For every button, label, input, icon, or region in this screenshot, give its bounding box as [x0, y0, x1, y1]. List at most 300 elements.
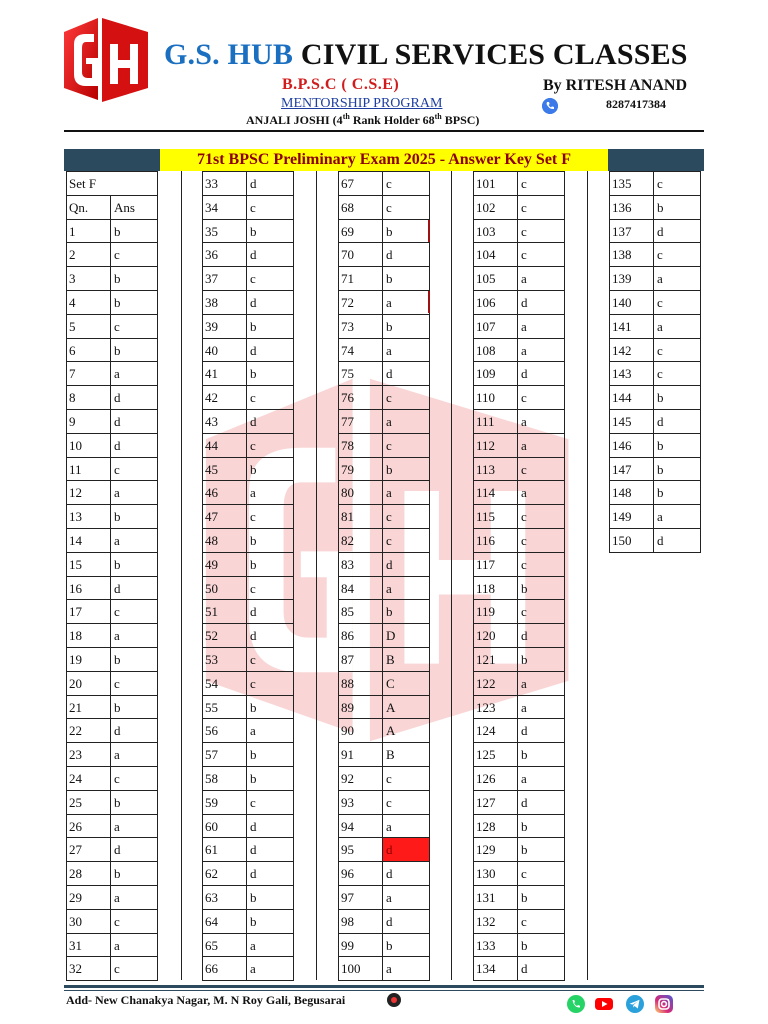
- answer-value: d: [518, 791, 565, 814]
- question-number: 29: [67, 886, 111, 909]
- table-row: [473, 480, 565, 504]
- answer-value: c: [518, 505, 565, 528]
- table-row: [473, 314, 565, 338]
- question-number: 74: [339, 339, 383, 362]
- exam-line: B.P.S.C ( C.S.E): [282, 76, 400, 93]
- answer-value: b: [654, 434, 701, 457]
- question-number: 63: [203, 886, 247, 909]
- answer-value: c: [518, 386, 565, 409]
- question-number: 30: [67, 910, 111, 933]
- question-number: 108: [474, 339, 518, 362]
- question-number: 46: [203, 481, 247, 504]
- answer-value: d: [247, 172, 294, 195]
- question-number: 103: [474, 220, 518, 243]
- answer-value: Ans: [111, 196, 158, 219]
- question-number: 107: [474, 315, 518, 338]
- question-number: 148: [610, 481, 654, 504]
- column-separator: [181, 171, 182, 980]
- answer-value: b: [247, 529, 294, 552]
- question-number: 32: [67, 957, 111, 980]
- question-number: 58: [203, 767, 247, 790]
- question-number: 78: [339, 434, 383, 457]
- answer-value: b: [247, 553, 294, 576]
- gs-hub-logo: [58, 14, 153, 106]
- table-row: [202, 671, 294, 695]
- question-number: 16: [67, 577, 111, 600]
- question-number: 142: [610, 339, 654, 362]
- table-row: [473, 766, 565, 790]
- answer-value: b: [111, 791, 158, 814]
- answer-value: b: [247, 886, 294, 909]
- question-number: 82: [339, 529, 383, 552]
- table-row: [473, 338, 565, 362]
- column-bottom-border: [338, 980, 430, 981]
- table-row: [473, 956, 565, 980]
- table-row: [202, 219, 294, 243]
- question-number: 90: [339, 719, 383, 742]
- question-number: 122: [474, 672, 518, 695]
- table-row: [338, 409, 430, 433]
- question-number: 3: [67, 267, 111, 290]
- table-row: [338, 766, 430, 790]
- answer-value: c: [247, 672, 294, 695]
- question-number: 9: [67, 410, 111, 433]
- answer-value: b: [247, 696, 294, 719]
- table-row: [66, 599, 158, 623]
- phone-icon: [542, 98, 558, 114]
- phone-number: 8287417384: [606, 97, 666, 111]
- answer-value: c: [247, 505, 294, 528]
- answer-value: d: [247, 838, 294, 861]
- question-number: 133: [474, 934, 518, 957]
- question-number: 33: [203, 172, 247, 195]
- answer-value: b: [383, 267, 430, 290]
- question-number: 57: [203, 743, 247, 766]
- answer-value: d: [518, 291, 565, 314]
- table-row: [473, 361, 565, 385]
- answer-value: a: [518, 767, 565, 790]
- question-number: 11: [67, 458, 111, 481]
- question-number: 91: [339, 743, 383, 766]
- table-row: [338, 861, 430, 885]
- column-bottom-border: [202, 980, 294, 981]
- question-number: 124: [474, 719, 518, 742]
- set-label-row: [66, 171, 158, 195]
- table-row: [66, 909, 158, 933]
- question-number: 132: [474, 910, 518, 933]
- answer-value: c: [518, 910, 565, 933]
- table-row: [338, 718, 430, 742]
- table-row: [202, 242, 294, 266]
- answer-value: b: [518, 815, 565, 838]
- table-row: [338, 171, 430, 195]
- table-row: [609, 266, 701, 290]
- question-number: 31: [67, 934, 111, 957]
- answer-value: c: [247, 648, 294, 671]
- table-row: [202, 695, 294, 719]
- answer-value: a: [247, 957, 294, 980]
- table-row: [66, 504, 158, 528]
- question-number: 116: [474, 529, 518, 552]
- question-number: 14: [67, 529, 111, 552]
- answer-value: a: [518, 267, 565, 290]
- answer-value: b: [111, 267, 158, 290]
- question-number: 34: [203, 196, 247, 219]
- answer-value: d: [111, 386, 158, 409]
- brand-rest: CIVIL SERVICES CLASSES: [300, 38, 688, 71]
- table-row: [66, 409, 158, 433]
- question-number: 26: [67, 815, 111, 838]
- table-row: [202, 385, 294, 409]
- answer-value: B: [383, 648, 430, 671]
- mentor-credit: ANJALI JOSHI (4th Rank Holder 68th BPSC): [246, 112, 480, 127]
- answer-value: b: [111, 553, 158, 576]
- answer-value: a: [518, 315, 565, 338]
- answer-value: c: [383, 529, 430, 552]
- table-row: [202, 338, 294, 362]
- table-row: [66, 528, 158, 552]
- question-number: 114: [474, 481, 518, 504]
- answer-value: a: [247, 934, 294, 957]
- answer-value: b: [111, 862, 158, 885]
- footer-divider: [64, 985, 704, 988]
- answer-value: a: [518, 339, 565, 362]
- whatsapp-icon[interactable]: [566, 994, 586, 1014]
- table-row: [202, 433, 294, 457]
- table-row: [473, 718, 565, 742]
- answer-value: a: [654, 315, 701, 338]
- question-number: 147: [610, 458, 654, 481]
- table-row: [609, 290, 701, 314]
- answer-value: a: [383, 481, 430, 504]
- question-number: 52: [203, 624, 247, 647]
- answer-value: b: [247, 910, 294, 933]
- table-row: [338, 528, 430, 552]
- table-row: [338, 814, 430, 838]
- table-row: [609, 242, 701, 266]
- table-row: [66, 718, 158, 742]
- question-number: 65: [203, 934, 247, 957]
- answer-value: c: [383, 434, 430, 457]
- red-marker: [428, 291, 430, 313]
- answer-key-title: 71st BPSC Preliminary Exam 2025 - Answer Key Set F: [160, 149, 608, 171]
- question-number: 84: [339, 577, 383, 600]
- answer-value: b: [383, 458, 430, 481]
- question-number: 60: [203, 815, 247, 838]
- youtube-icon[interactable]: [594, 994, 614, 1014]
- set-label: Set F: [67, 172, 158, 195]
- answer-value: a: [111, 815, 158, 838]
- header-row: [66, 195, 158, 219]
- answer-value: a: [111, 934, 158, 957]
- table-row: [202, 837, 294, 861]
- answer-value: c: [247, 267, 294, 290]
- question-number: 49: [203, 553, 247, 576]
- table-row: [338, 885, 430, 909]
- question-number: 66: [203, 957, 247, 980]
- answer-value: c: [111, 458, 158, 481]
- author-name: By RITESH ANAND: [543, 77, 688, 94]
- answer-value: c: [518, 243, 565, 266]
- red-marker: [428, 220, 430, 242]
- answer-value: a: [518, 672, 565, 695]
- answer-value: a: [654, 267, 701, 290]
- question-number: 110: [474, 386, 518, 409]
- question-number: 69: [339, 220, 383, 243]
- question-number: 18: [67, 624, 111, 647]
- question-number: 79: [339, 458, 383, 481]
- table-row: [473, 909, 565, 933]
- table-row: [202, 742, 294, 766]
- question-number: 135: [610, 172, 654, 195]
- question-number: 121: [474, 648, 518, 671]
- table-row: [609, 433, 701, 457]
- table-row: [66, 314, 158, 338]
- table-row: [338, 909, 430, 933]
- table-row: [338, 790, 430, 814]
- table-row: [473, 552, 565, 576]
- table-row: [338, 837, 430, 861]
- question-number: 94: [339, 815, 383, 838]
- question-number: 93: [339, 791, 383, 814]
- answer-value: b: [111, 648, 158, 671]
- table-row: [473, 623, 565, 647]
- table-row: [202, 171, 294, 195]
- answer-value: c: [518, 220, 565, 243]
- table-row: [202, 361, 294, 385]
- answer-value: d: [111, 434, 158, 457]
- question-number: 24: [67, 767, 111, 790]
- answer-value: c: [111, 600, 158, 623]
- question-number: 10: [67, 434, 111, 457]
- question-number: 96: [339, 862, 383, 885]
- question-number: 150: [610, 529, 654, 552]
- table-row: [473, 457, 565, 481]
- table-row: [338, 361, 430, 385]
- question-number: 95: [339, 838, 383, 861]
- table-row: [609, 314, 701, 338]
- answer-value: a: [518, 696, 565, 719]
- question-number: 86: [339, 624, 383, 647]
- location-icon: [387, 993, 401, 1007]
- question-number: 68: [339, 196, 383, 219]
- answer-value: b: [247, 315, 294, 338]
- answer-value: B: [383, 743, 430, 766]
- answer-value: b: [383, 220, 430, 243]
- answer-value: a: [383, 957, 430, 980]
- table-row: [473, 242, 565, 266]
- question-number: 48: [203, 529, 247, 552]
- table-row: [609, 409, 701, 433]
- table-row: [609, 171, 701, 195]
- question-number: 77: [339, 410, 383, 433]
- answer-value: c: [518, 172, 565, 195]
- answer-value: c: [247, 434, 294, 457]
- table-row: [473, 599, 565, 623]
- table-row: [202, 766, 294, 790]
- question-number: 89: [339, 696, 383, 719]
- question-number: 146: [610, 434, 654, 457]
- table-row: [473, 528, 565, 552]
- column-bottom-border: [609, 552, 701, 553]
- table-row: [338, 576, 430, 600]
- question-number: 12: [67, 481, 111, 504]
- answer-value: b: [654, 458, 701, 481]
- question-number: 102: [474, 196, 518, 219]
- answer-value: b: [111, 696, 158, 719]
- question-number: 100: [339, 957, 383, 980]
- table-row: [66, 385, 158, 409]
- question-number: 105: [474, 267, 518, 290]
- answer-value: d: [247, 862, 294, 885]
- answer-value: d: [518, 362, 565, 385]
- answer-value: a: [111, 529, 158, 552]
- question-number: 40: [203, 339, 247, 362]
- question-number: 61: [203, 838, 247, 861]
- table-row: [338, 623, 430, 647]
- question-number: 128: [474, 815, 518, 838]
- question-number: 59: [203, 791, 247, 814]
- column-separator: [316, 171, 317, 980]
- answer-value: d: [654, 529, 701, 552]
- question-number: 22: [67, 719, 111, 742]
- brand-title: [164, 38, 688, 72]
- question-number: 39: [203, 315, 247, 338]
- answer-value: c: [383, 505, 430, 528]
- question-number: 127: [474, 791, 518, 814]
- question-number: 47: [203, 505, 247, 528]
- answer-value: a: [518, 410, 565, 433]
- answer-value: c: [247, 386, 294, 409]
- table-row: [66, 338, 158, 362]
- answer-value: c: [111, 957, 158, 980]
- table-row: [473, 671, 565, 695]
- question-number: 112: [474, 434, 518, 457]
- question-number: 141: [610, 315, 654, 338]
- answer-value: b: [111, 339, 158, 362]
- table-row: [338, 290, 430, 314]
- table-row: [66, 576, 158, 600]
- answer-value: b: [654, 386, 701, 409]
- question-number: 126: [474, 767, 518, 790]
- answer-value: d: [111, 410, 158, 433]
- footer-divider-thin: [64, 990, 704, 991]
- question-number: 81: [339, 505, 383, 528]
- table-row: [202, 576, 294, 600]
- answer-value: c: [383, 767, 430, 790]
- question-number: 99: [339, 934, 383, 957]
- question-number: 23: [67, 743, 111, 766]
- brand-hub: G.S. HUB: [164, 38, 294, 71]
- table-row: [473, 885, 565, 909]
- question-number: 140: [610, 291, 654, 314]
- question-number: 92: [339, 767, 383, 790]
- telegram-icon[interactable]: [625, 994, 645, 1014]
- answer-value: c: [247, 196, 294, 219]
- answer-value: d: [383, 243, 430, 266]
- question-number: 115: [474, 505, 518, 528]
- question-number: 56: [203, 719, 247, 742]
- answer-value: a: [383, 577, 430, 600]
- question-number: 28: [67, 862, 111, 885]
- question-number: 41: [203, 362, 247, 385]
- table-row: [66, 266, 158, 290]
- answer-value: b: [383, 934, 430, 957]
- question-number: 87: [339, 648, 383, 671]
- table-row: [473, 790, 565, 814]
- answer-value: a: [111, 362, 158, 385]
- answer-value: c: [383, 791, 430, 814]
- table-row: [66, 933, 158, 957]
- question-number: 117: [474, 553, 518, 576]
- table-row: [609, 385, 701, 409]
- answer-value: d: [247, 243, 294, 266]
- answer-value: d: [383, 553, 430, 576]
- table-row: [473, 837, 565, 861]
- answer-value: d: [383, 862, 430, 885]
- question-number: 27: [67, 838, 111, 861]
- answer-value: a: [111, 743, 158, 766]
- table-row: [473, 933, 565, 957]
- question-number: 8: [67, 386, 111, 409]
- question-number: 72: [339, 291, 383, 314]
- table-row: [338, 480, 430, 504]
- answer-value: d: [247, 410, 294, 433]
- table-row: [338, 933, 430, 957]
- table-row: [202, 457, 294, 481]
- answer-value: c: [247, 791, 294, 814]
- answer-value: b: [247, 220, 294, 243]
- table-row: [202, 266, 294, 290]
- answer-value: b: [518, 743, 565, 766]
- answer-value: d: [383, 838, 430, 861]
- question-number: 73: [339, 315, 383, 338]
- table-row: [609, 338, 701, 362]
- table-row: [66, 457, 158, 481]
- table-row: [202, 909, 294, 933]
- table-row: [338, 242, 430, 266]
- answer-value: b: [247, 458, 294, 481]
- answer-value: c: [518, 458, 565, 481]
- answer-value: d: [247, 815, 294, 838]
- table-row: [66, 885, 158, 909]
- table-row: [609, 504, 701, 528]
- instagram-icon[interactable]: [654, 994, 674, 1014]
- question-number: 118: [474, 577, 518, 600]
- address: Add- New Chanakya Nagar, M. N Roy Gali, Begusarai: [66, 993, 346, 1007]
- question-number: 144: [610, 386, 654, 409]
- answer-value: d: [111, 719, 158, 742]
- table-row: [66, 861, 158, 885]
- question-number: 85: [339, 600, 383, 623]
- table-row: [338, 695, 430, 719]
- question-number: 136: [610, 196, 654, 219]
- question-number: 76: [339, 386, 383, 409]
- question-number: 71: [339, 267, 383, 290]
- question-number: 143: [610, 362, 654, 385]
- table-row: [338, 457, 430, 481]
- table-row: [338, 338, 430, 362]
- table-row: [202, 885, 294, 909]
- table-row: [338, 552, 430, 576]
- answer-value: C: [383, 672, 430, 695]
- answer-value: a: [111, 481, 158, 504]
- answer-value: b: [518, 838, 565, 861]
- table-row: [202, 718, 294, 742]
- question-number: 20: [67, 672, 111, 695]
- answer-value: c: [518, 862, 565, 885]
- table-row: [338, 385, 430, 409]
